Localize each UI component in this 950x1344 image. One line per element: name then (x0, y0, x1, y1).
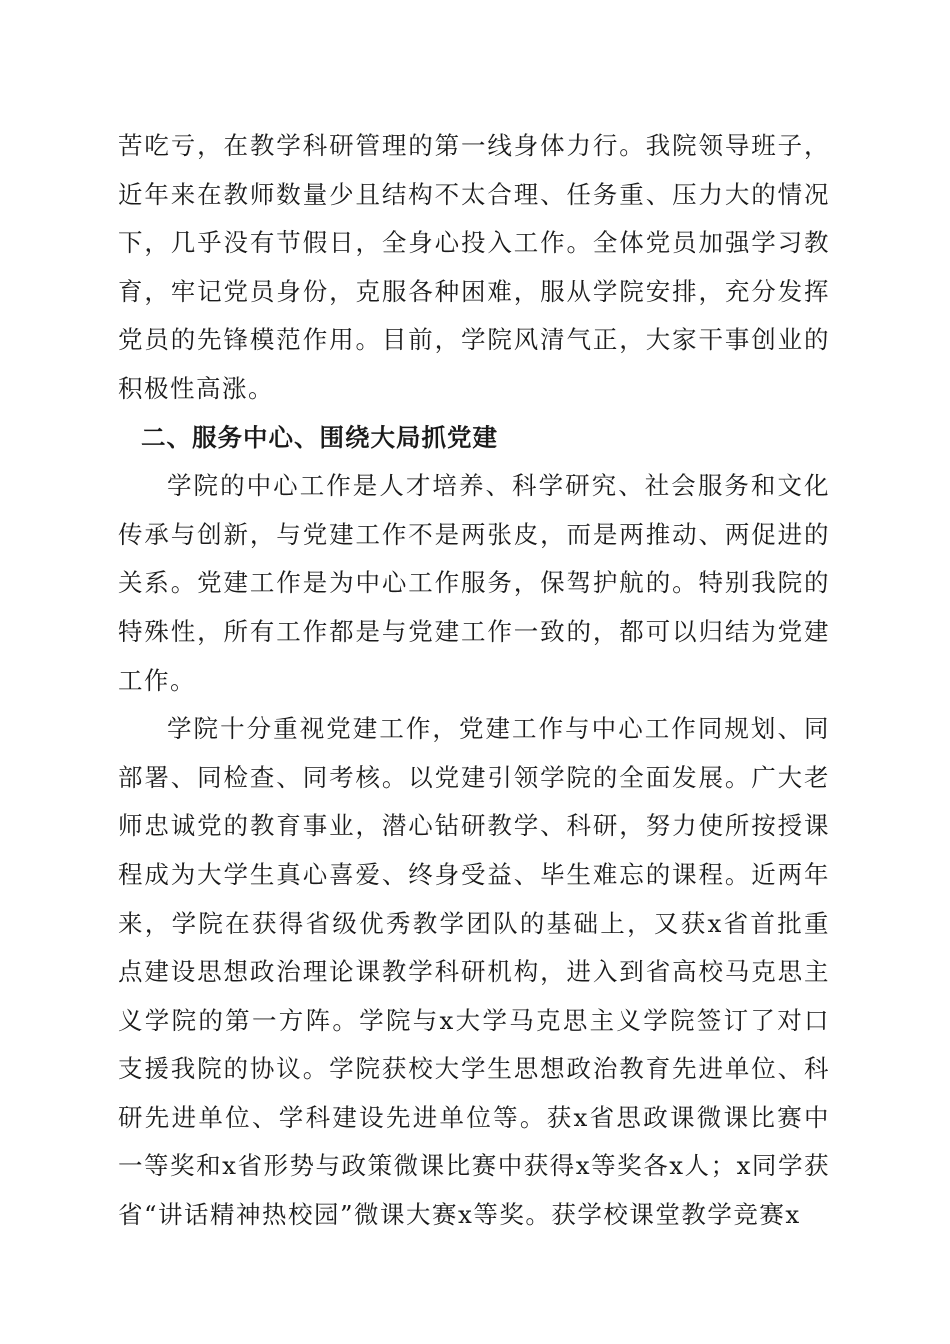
section-heading: 二、服务中心、围绕大局抓党建 (141, 422, 498, 452)
continued-paragraph: 苦吃亏，在教学科研管理的第一线身体力行。我院领导班子，近年来在教师数量少且结构不太合理、任务重、压力大的情况下，几乎没有节假日，全身心投入工作。全体党员加强学习教育，牢记党员身份，克服各种困难，服从学院安排，充分发挥党员的先锋模范作用。目前，学院风清气正，大家干事创业的积极性高涨。 (118, 131, 830, 403)
body-paragraph-1: 学院的中心工作是人才培养、科学研究、社会服务和文化传承与创新，与党建工作不是两张皮，而是两推动、两促进的关系。党建工作是为中心工作服务，保驾护航的。特别我院的特殊性，所有工作都是与党建工作一致的，都可以归结为党建工作。 (118, 471, 830, 695)
body-paragraph-2: 学院十分重视党建工作，党建工作与中心工作同规划、同部署、同检查、同考核。以党建引领学院的全面发展。广大老师忠诚党的教育事业，潜心钻研教学、科研，努力使所按授课程成为大学生真心喜爱、终身受益、毕生难忘的课程。近两年来，学院在获得省级优秀教学团队的基础上，又获x省首批重点建设思想政治理论课教学科研机构，进入到省高校马克思主义学院的第一方阵。学院与x大学马克思主义学院签订了对口支援我院的协议。学院获校大学生思想政治教育先进单位、科研先进单位、学科建设先进单位等。获x省思政课微课比赛中一等奖和x省形势与政策微课比赛中获得x等奖各x人；x同学获省“讲话精神热校园”微课大赛x等奖。获学校课堂教学竞赛x (118, 714, 830, 1230)
document-body (118, 122, 830, 1240)
